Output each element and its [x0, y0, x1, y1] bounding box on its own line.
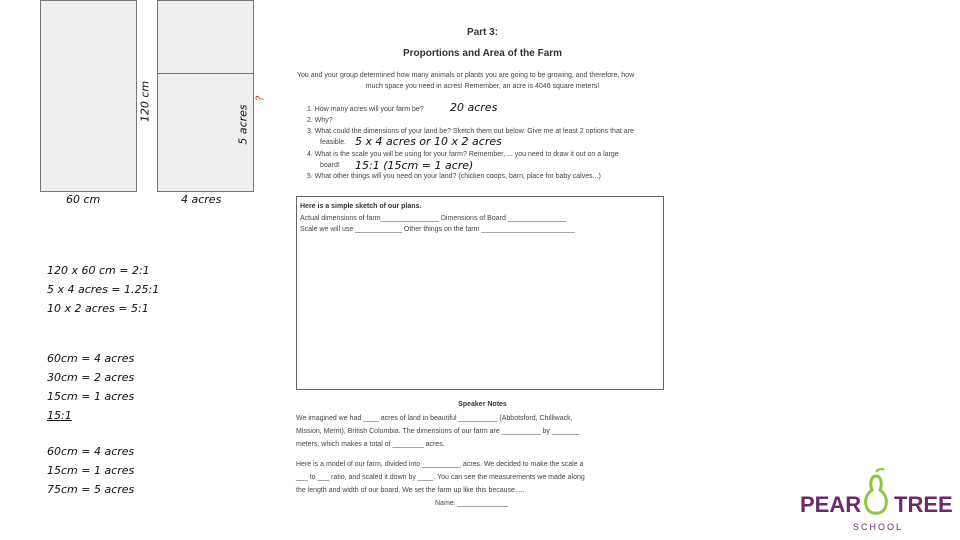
worksheet	[285, 20, 680, 525]
scale-line: 60cm = 4 acres	[47, 352, 135, 365]
scale-line: 30cm = 2 acres	[47, 371, 135, 384]
height-label-5acres: 5 acres	[236, 104, 250, 145]
scale-result: 15:1	[47, 409, 72, 422]
pear-tree-school-logo	[798, 466, 958, 536]
speaker-notes-line: Mission, Merrit), British Columbia. The dimensions of our farm are __________ by _______	[296, 428, 580, 435]
answer-q3: 5 x 4 acres or 10 x 2 acres	[355, 135, 502, 148]
speaker-notes-title: Speaker Notes	[458, 401, 507, 408]
ratio-calculations	[47, 261, 159, 318]
scale-line: 15cm = 1 acres	[47, 464, 135, 477]
scale-line: 15cm = 1 acres	[47, 390, 135, 403]
sketch-box	[296, 196, 664, 390]
question-4-cont: board!	[320, 162, 340, 169]
intro-line: You and your group determined how many animals or plants you are going to be growing, and therefore, how	[297, 72, 635, 79]
height-label-120cm: 120 cm	[138, 80, 152, 123]
question-4: 4. What is the scale you will be using for your farm? Remember, ... you need to draw it out on a large	[307, 151, 619, 158]
scale-line: 75cm = 5 acres	[47, 483, 135, 496]
pear-icon	[862, 468, 890, 518]
width-label-4acres: 4 acres	[181, 193, 222, 206]
speaker-notes-line: meters, which makes a total of ________ acres.	[296, 441, 445, 448]
question-1: 1. How many acres will your farm be?	[307, 106, 424, 113]
rectangle-top-section	[157, 0, 254, 74]
ratio-line: 120 x 60 cm = 2:1	[47, 264, 150, 277]
scale-line: 60cm = 4 acres	[47, 445, 135, 458]
scale-calculations-2	[47, 442, 134, 499]
question-3: 3. What could the dimensions of your land be? Sketch them out below. Give me at least 2 options that are	[307, 128, 634, 135]
part-title: Part 3:	[466, 27, 499, 38]
sketch-box-line: Scale we will use ____________ Other things on the farm ________________________	[300, 226, 575, 233]
answer-q4: 15:1 (15cm = 1 acre)	[355, 159, 474, 172]
worksheet-subtitle: Proportions and Area of the Farm	[402, 48, 563, 59]
width-label-60cm: 60 cm	[66, 193, 101, 206]
logo-tree-text: TREE	[894, 492, 953, 517]
question-3-cont: feasible.	[320, 139, 347, 146]
name-line: Name: _____________	[435, 500, 509, 507]
question-mark: ?	[253, 95, 267, 102]
speaker-notes-line: ___ to ___ ratio, and scaled it down by ____. You can see the measurements we made along	[296, 474, 585, 481]
sketch-box-title: Here is a simple sketch of our plans.	[300, 203, 422, 210]
ratio-line: 10 x 2 acres = 5:1	[47, 302, 149, 315]
ratio-line: 5 x 4 acres = 1.25:1	[47, 283, 160, 296]
scale-calculations-1	[47, 349, 134, 425]
speaker-notes-line: the length and width of our board. We set the farm up like this because.....	[296, 487, 525, 494]
intro-line: much space you need in acres! Remember, an acre is 4046 square meters!	[365, 83, 600, 90]
question-2: 2. Why?	[307, 117, 333, 124]
logo-pear-text: PEAR	[800, 492, 862, 517]
rectangle-120x60	[40, 0, 137, 192]
speaker-notes-line: Here is a model of our farm, divided into __________ acres. We decided to make the scale a	[296, 461, 584, 468]
speaker-notes-line: We imagined we had ____ acres of land in beautiful __________ (Abbotsford, Chilliwack,	[296, 415, 573, 422]
logo-school-text: SCHOOL	[852, 522, 903, 532]
sketch-box-line: Actual dimensions of farm_______________ Dimensions of Board _______________	[300, 215, 567, 222]
answer-q1: 20 acres	[450, 101, 498, 114]
question-5: 5. What other things will you need on your land? (chicken coops, barn, place for baby calves...)	[307, 173, 601, 180]
